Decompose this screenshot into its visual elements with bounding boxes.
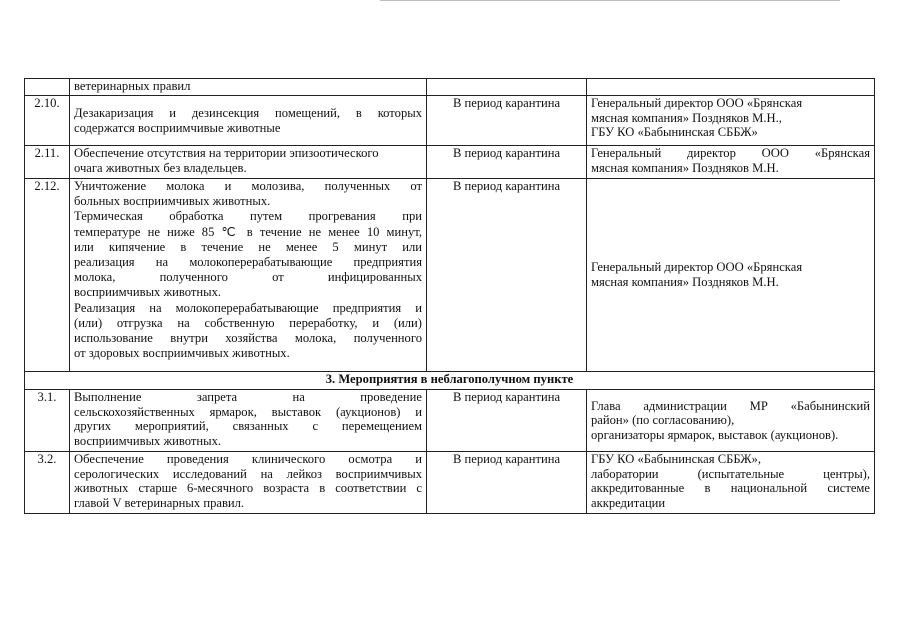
term-cell: В период карантина [427, 390, 587, 452]
responsible-cell [587, 452, 875, 514]
measure-text: восприимчивых животных. [74, 433, 222, 448]
responsible-text: ГБУ КО «Бабынинская СББЖ», [591, 452, 761, 466]
measure-text: Обеспечение отсутствия на территории эпизоотического [74, 146, 379, 160]
responsible-cell [587, 79, 875, 96]
table-row [25, 146, 875, 179]
measure-text: использование внутри хозяйства молока, полученного [74, 331, 422, 346]
responsible-text: ГБУ КО «Бабынинская СББЖ» [591, 125, 758, 140]
term-cell: В период карантина [427, 96, 587, 146]
responsible-cell [587, 96, 875, 146]
responsible-text: Генеральный директор ООО «Брянская [591, 260, 803, 275]
section-title: 3. Мероприятия в неблагополучном пункте [25, 372, 875, 390]
measure-text: от здоровых восприимчивых животных. [74, 346, 290, 361]
measure-text: сельскохозяйственных ярмарок, выставок (аукционов) и [74, 404, 422, 419]
table-row [25, 179, 875, 372]
measure-text: Дезакаризация и дезинсекция помещений, в которых [74, 105, 422, 120]
measure-cell [70, 452, 427, 514]
measure-text: очага животных без владельцев. [74, 160, 247, 175]
responsible-cell [587, 179, 875, 372]
row-number: 3.1. [25, 390, 70, 452]
measure-text: восприимчивых животных. [74, 285, 222, 300]
responsible-cell [587, 146, 875, 179]
responsible-text: мясная компания» Поздняков М.Н. [591, 160, 779, 175]
measure-text: Реализация на молокоперерабатывающие предприятия и [74, 300, 422, 315]
measure-text: Обеспечение проведения клинического осмотра и [74, 452, 422, 466]
measure-text: реализация на молокоперерабатывающие предприятия [74, 255, 422, 270]
measure-cell [70, 79, 427, 96]
measure-text: температуре не ниже 85 ℃ в течение не менее 10 минут, [74, 224, 422, 239]
responsible-text: мясная компания» Поздняков М.Н. [591, 275, 779, 289]
measure-cell [70, 146, 427, 179]
measure-text: Термическая обработка путем прогревания при [74, 209, 422, 224]
responsible-text: аккредитации [591, 495, 666, 510]
section-header-row [25, 372, 875, 390]
responsible-cell [587, 390, 875, 452]
measure-text: больных восприимчивых животных. [74, 194, 271, 209]
table-row [25, 452, 875, 514]
responsible-text: район» (по согласованию), [591, 413, 735, 428]
row-number: 2.11. [25, 146, 70, 179]
row-number: 2.10. [25, 96, 70, 146]
responsible-text: лаборатории (испытательные центры), [591, 466, 870, 481]
responsible-text: Глава администрации МР «Бабынинский [591, 398, 870, 413]
quarantine-measures-table [24, 78, 875, 514]
measure-text: Выполнение запрета на проведение [74, 390, 422, 404]
responsible-text: мясная компания» Поздняков М.Н., [591, 110, 782, 125]
page-top-rule [380, 0, 840, 1]
measure-text: серологических исследований на лейкоз восприимчивых [74, 466, 422, 481]
measure-cell [70, 96, 427, 146]
measure-text: молока, полученного от инфицированных [74, 270, 422, 285]
term-cell: В период карантина [427, 179, 587, 372]
table-row [25, 96, 875, 146]
row-number: 2.12. [25, 179, 70, 372]
measure-text: содержатся восприимчивые животные [74, 120, 281, 135]
responsible-text: организаторы ярмарок, выставок (аукционов). [591, 427, 839, 442]
measure-text: ветеринарных правил [74, 79, 191, 93]
measure-cell [70, 179, 427, 372]
measure-cell [70, 390, 427, 452]
row-number: 3.2. [25, 452, 70, 514]
row-number [25, 79, 70, 96]
responsible-text: аккредитованные в национальной системе [591, 481, 870, 496]
measure-text: Уничтожение молока и молозива, полученных от [74, 179, 422, 193]
term-cell: В период карантина [427, 452, 587, 514]
responsible-text: Генеральный директор ООО «Брянская [591, 146, 870, 160]
table-row [25, 390, 875, 452]
measure-text: животных старше 6-месячного возраста в соответствии с [74, 481, 422, 496]
measure-text: главой V ветеринарных правил. [74, 495, 245, 510]
term-cell [427, 79, 587, 96]
measure-text: или кипячение в течение не менее 5 минут или [74, 239, 422, 254]
measure-text: других мероприятий, связанных с перемещением [74, 419, 422, 434]
term-cell: В период карантина [427, 146, 587, 179]
responsible-text: Генеральный директор ООО «Брянская [591, 96, 803, 110]
table-row [25, 79, 875, 96]
measure-text: (или) отгрузка на собственную переработку, и (или) [74, 315, 422, 330]
